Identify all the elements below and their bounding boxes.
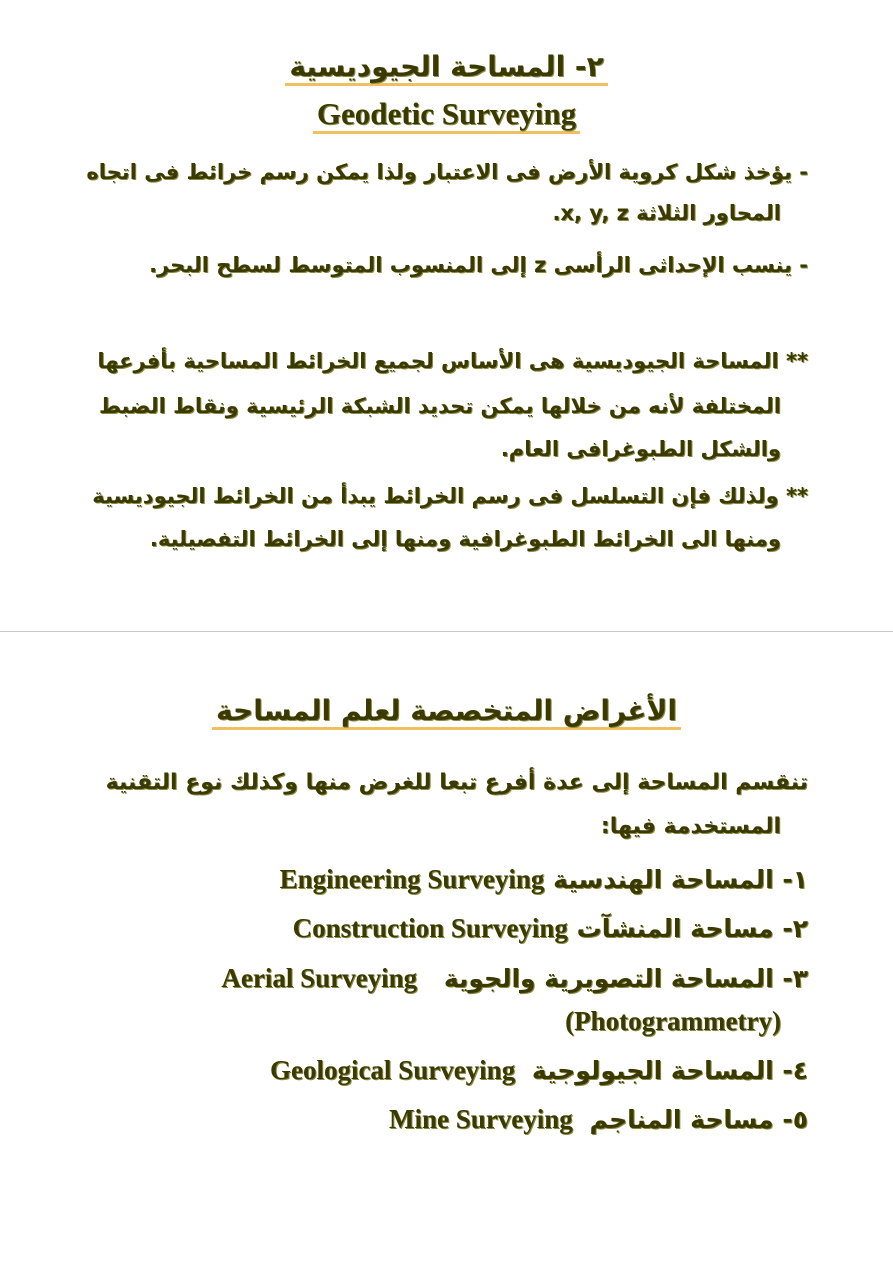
list-item-aerial-line2: (Photogrammetry) <box>565 1006 781 1036</box>
slide1-title-arabic: ٢- المساحة الجيوديسية <box>0 50 893 83</box>
note1-line1: ** المساحة الجيوديسية هى الأساس لجميع الخرائط المساحية بأفرعها <box>97 349 808 373</box>
list-item-en: Construction Surveying <box>292 913 568 943</box>
list-item-aerial <box>221 963 808 994</box>
note2-line1: ** ولذلك فإن التسلسل فى رسم الخرائط يبدأ من الخرائط الجيوديسية <box>92 484 808 508</box>
list-item-en: Geological Surveying <box>269 1055 516 1085</box>
intro-line1: تنقسم المساحة إلى عدة أفرع تبعا للغرض منها وكذلك نوع التقنية <box>105 770 808 795</box>
list-item-ar: ٣- المساحة التصويرية والجوية <box>443 964 808 993</box>
list-item-construction <box>293 913 808 944</box>
slide1-title-english: Geodetic Surveying <box>0 96 893 132</box>
bullet1-line1: - يؤخذ شكل كروية الأرض فى الاعتبار ولذا يمكن رسم خرائط فى اتجاه <box>86 160 808 184</box>
list-item-ar: ٥- مساحة المناجم <box>589 1105 808 1134</box>
list-item-mine <box>389 1104 808 1135</box>
slide-survey-purposes <box>0 632 893 1262</box>
list-item-ar: ٢- مساحة المنشآت <box>576 914 808 943</box>
list-item-en: Engineering Surveying <box>279 864 545 894</box>
list-item-en: Aerial Surveying <box>221 963 418 993</box>
note1-line2: المختلفة لأنه من خلالها يمكن تحديد الشبكة الرئيسية ونقاط الضبط <box>98 394 781 418</box>
list-item-ar: ٤- المساحة الجيولوجية <box>531 1056 808 1085</box>
note2-line2: ومنها الى الخرائط الطبوغرافية ومنها إلى الخرائط التفصيلية. <box>149 527 781 551</box>
list-item-en: Mine Surveying <box>389 1104 573 1134</box>
intro-line2: المستخدمة فيها: <box>600 814 781 839</box>
slide2-title: الأغراض المتخصصة لعلم المساحة <box>0 694 893 727</box>
list-item-ar: ١- المساحة الهندسية <box>553 865 808 894</box>
list-item-engineering <box>280 864 808 895</box>
note1-line3: والشكل الطبوغرافى العام. <box>500 437 781 461</box>
list-item-geological <box>270 1055 808 1086</box>
bullet1-line2: المحاور الثلاثة x, y, z. <box>552 201 781 225</box>
bullet2: - ينسب الإحداثى الرأسى z إلى المنسوب المتوسط لسطح البحر. <box>149 253 808 277</box>
